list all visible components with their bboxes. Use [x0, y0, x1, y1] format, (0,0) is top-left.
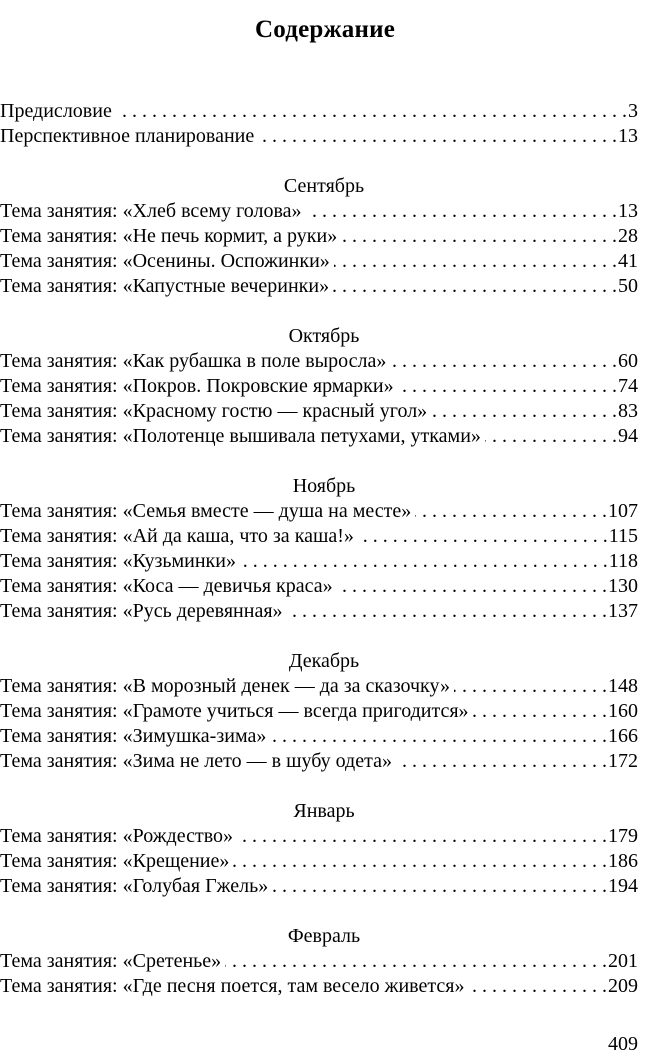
toc-entry-page: 118 [608, 550, 638, 572]
toc-entry-preface [0, 99, 638, 124]
toc-entry-page: 172 [608, 750, 638, 772]
toc-entry-label: Тема занятия: «Зима не лето — в шубу одета» [0, 750, 392, 772]
dot-leader [116, 99, 627, 124]
toc-entry-label: Тема занятия: «Сретенье» [0, 950, 222, 972]
month-heading-january: Январь [293, 800, 355, 822]
toc-entry-page: 28 [618, 225, 638, 247]
toc-entry [0, 224, 638, 249]
spacer [0, 899, 638, 924]
toc-entry-label: Тема занятия: «Грамоте учиться — всегда пригодится» [0, 700, 469, 722]
toc-entry [0, 399, 638, 424]
month-heading-november: Ноябрь [292, 475, 356, 497]
toc-entry [0, 724, 638, 749]
toc-entry [0, 424, 638, 449]
toc-entry-label: Тема занятия: «Крещение» [0, 850, 230, 872]
toc-entry [0, 349, 638, 374]
dot-leader [237, 824, 607, 849]
toc-entry [0, 874, 638, 899]
dot-leader [333, 274, 617, 299]
toc-entry-page: 186 [608, 850, 638, 872]
toc-entry-page: 194 [608, 875, 638, 897]
spacer [0, 299, 638, 324]
toc-entry-label: Тема занятия: «Зимушка-зима» [0, 725, 267, 747]
toc-entry [0, 849, 638, 874]
toc-entry-label: Тема занятия: «Ай да каша, что за каша!» [0, 525, 354, 547]
toc-entry-page: 209 [608, 975, 638, 997]
toc-entry-planning [0, 124, 638, 149]
spacer [0, 624, 638, 649]
toc-entry-label: Тема занятия: «Не печь кормит, а руки» [0, 225, 338, 247]
toc-entry [0, 824, 638, 849]
toc-entry-page: 50 [618, 275, 638, 297]
toc-entry [0, 199, 638, 224]
toc-entry-label: Тема занятия: «Рождество» [0, 825, 234, 847]
toc-entry-label: Предисловие [0, 100, 112, 122]
toc-entry [0, 274, 638, 299]
toc-entry-page: 137 [608, 600, 638, 622]
toc-entry-page: 148 [608, 675, 638, 697]
dot-leader [473, 699, 607, 724]
toc-entry-page: 160 [608, 700, 638, 722]
toc-entry-label: Тема занятия: «Осенины. Оспожинки» [0, 250, 330, 272]
dot-leader [225, 949, 607, 974]
page-title: Содержание [254, 15, 395, 43]
dot-leader [306, 199, 617, 224]
toc-entry [0, 499, 638, 524]
toc-entry-page: 115 [608, 525, 638, 547]
toc-entry-label: Тема занятия: «Полотенце вышивала петухами, утками» [0, 425, 481, 447]
toc-entry-page: 130 [608, 575, 638, 597]
toc-entry-page: 41 [618, 250, 638, 272]
dot-leader [337, 574, 607, 599]
dot-leader [390, 349, 617, 374]
toc-entry-page: 107 [608, 500, 638, 522]
toc-entry-label: Тема занятия: «Капустные вечеринки» [0, 275, 330, 297]
toc-entry-page: 60 [618, 350, 638, 372]
toc-entry-page: 13 [618, 125, 638, 147]
toc-entry-page: 74 [618, 375, 638, 397]
toc-entry-page: 201 [608, 950, 638, 972]
month-heading-february: Февраль [287, 925, 361, 947]
dot-leader [358, 524, 608, 549]
toc-entry-page: 83 [618, 400, 638, 422]
toc-entry [0, 524, 638, 549]
dot-leader [341, 224, 617, 249]
toc-entry-page: 179 [608, 825, 638, 847]
toc-entry-label: Тема занятия: «Хлеб всему голова» [0, 200, 302, 222]
dot-leader [233, 849, 607, 874]
dot-leader [334, 249, 617, 274]
toc-entry [0, 574, 638, 599]
toc-entry-label: Тема занятия: «Красному гостю — красный угол» [0, 400, 428, 422]
toc-entry-label: Тема занятия: «Коса — девичья краса» [0, 575, 333, 597]
toc-entry-page: 13 [618, 200, 638, 222]
dot-leader [240, 549, 608, 574]
page-number: 409 [608, 1033, 638, 1055]
toc-entry [0, 249, 638, 274]
toc-entry [0, 374, 638, 399]
toc-entry [0, 749, 638, 774]
toc-entry-label: Перспективное планирование [0, 125, 255, 147]
toc-entry-label: Тема занятия: «Кузьминки» [0, 550, 236, 572]
spacer [0, 774, 638, 799]
toc-entry [0, 699, 638, 724]
table-of-contents [0, 99, 638, 999]
toc-entry-label: Тема занятия: «Семья вместе — душа на месте» [0, 500, 412, 522]
month-heading-december: Декабрь [288, 650, 360, 672]
toc-entry-label: Тема занятия: «Голубая Гжель» [0, 875, 269, 897]
toc-entry-page: 94 [618, 425, 638, 447]
dot-leader [270, 724, 607, 749]
toc-entry-label: Тема занятия: «Как рубашка в поле выросла» [0, 350, 387, 372]
month-heading-october: Октябрь [288, 325, 360, 347]
spacer [0, 149, 638, 174]
toc-entry [0, 949, 638, 974]
dot-leader [396, 749, 607, 774]
dot-leader [454, 674, 607, 699]
dot-leader [468, 974, 607, 999]
toc-entry [0, 599, 638, 624]
dot-leader [258, 124, 617, 149]
dot-leader [287, 599, 607, 624]
spacer [0, 449, 638, 474]
toc-entry-label: Тема занятия: «Покров. Покровские ярмарки» [0, 375, 394, 397]
month-heading-september: Сентябрь [283, 175, 365, 197]
toc-entry-label: Тема занятия: «В морозный денек — да за сказочку» [0, 675, 450, 697]
dot-leader [485, 424, 617, 449]
toc-entry-page: 3 [628, 100, 638, 122]
dot-leader [272, 874, 607, 899]
toc-entry-page: 166 [608, 725, 638, 747]
toc-entry [0, 549, 638, 574]
dot-leader [431, 399, 617, 424]
dot-leader [398, 374, 617, 399]
toc-entry [0, 974, 638, 999]
toc-entry-label: Тема занятия: «Русь деревянная» [0, 600, 283, 622]
toc-entry [0, 674, 638, 699]
dot-leader [415, 499, 607, 524]
toc-entry-label: Тема занятия: «Где песня поется, там весело живется» [0, 975, 465, 997]
